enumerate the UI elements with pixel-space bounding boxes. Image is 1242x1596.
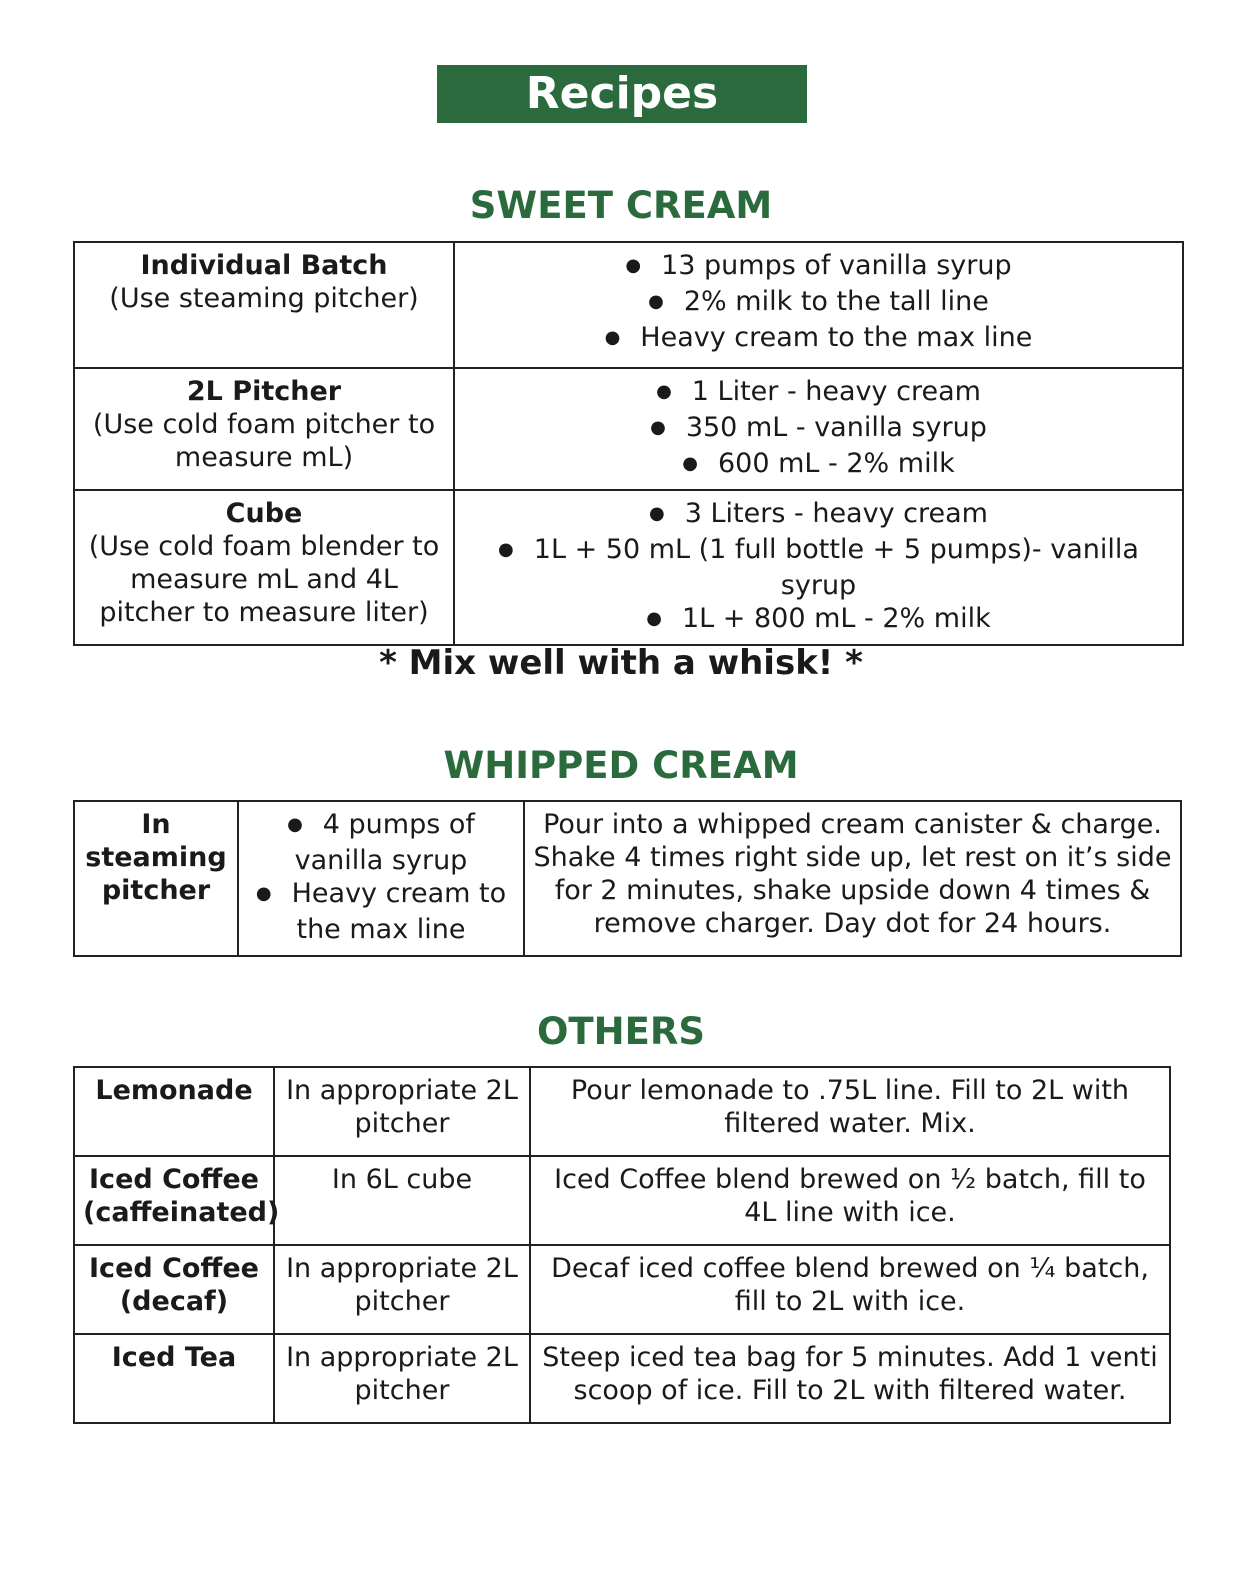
table-row [74, 1245, 1170, 1334]
sweet-cream-table [73, 241, 1184, 646]
drink-instructions: Iced Coffee blend brewed on ½ batch, fill to 4L line with ice. [530, 1156, 1170, 1245]
others-title: OTHERS [536, 1010, 706, 1053]
drink-instructions: Decaf iced coffee blend brewed on ¼ batch, fill to 2L with ice. [530, 1245, 1170, 1334]
list-item: ● 1L + 50 mL (1 full bottle + 5 pumps)- vanilla syrup [463, 533, 1174, 602]
list-item: ● 600 mL - 2% milk [463, 447, 1174, 483]
ingredients-cell [454, 242, 1183, 368]
drink-name: Lemonade [74, 1067, 274, 1156]
table-row [74, 1156, 1170, 1245]
list-item: ● Heavy cream to the max line [463, 321, 1174, 357]
batch-label-cell [74, 368, 454, 490]
drink-container: In appropriate 2L pitcher [274, 1334, 530, 1423]
recipes-banner: Recipes [437, 65, 807, 123]
whipped-cream-title: WHIPPED CREAM [443, 744, 799, 787]
ingredients-cell [454, 368, 1183, 490]
batch-label: Individual Batch [140, 250, 388, 281]
batch-note: (Use steaming pitcher) [109, 283, 419, 314]
others-table [73, 1066, 1171, 1424]
drink-instructions: Pour lemonade to .75L line. Fill to 2L with filtered water. Mix. [530, 1067, 1170, 1156]
list-item: ● 1L + 800 mL - 2% milk [463, 602, 1174, 638]
table-row [74, 1334, 1170, 1423]
drink-name: Iced Coffee (caffeinated) [74, 1156, 274, 1245]
table-row [74, 242, 1183, 368]
ingredients-cell [238, 801, 524, 956]
table-row [74, 1067, 1170, 1156]
batch-label: Cube [225, 498, 303, 529]
ingredients-cell [454, 490, 1183, 645]
batch-note: (Use cold foam blender to measure mL and 4L pitcher to measure liter) [88, 531, 440, 628]
list-item: ● 1 Liter - heavy cream [463, 375, 1174, 411]
drink-instructions: Steep iced tea bag for 5 minutes. Add 1 venti scoop of ice. Fill to 2L with filtered water. [530, 1334, 1170, 1423]
whipped-label: In steaming pitcher [74, 801, 238, 956]
batch-label-cell [74, 242, 454, 368]
batch-label: 2L Pitcher [186, 376, 342, 407]
batch-label-cell [74, 490, 454, 645]
drink-container: In appropriate 2L pitcher [274, 1067, 530, 1156]
list-item: ● 4 pumps of vanilla syrup [247, 808, 515, 877]
whipped-instructions: Pour into a whipped cream canister & charge. Shake 4 times right side up, let rest on it’s side for 2 minutes, shake upside down 4 times & remove charger. Day dot for 24 hours. [524, 801, 1181, 956]
mix-footnote: * Mix well with a whisk! * [379, 643, 863, 683]
batch-note: (Use cold foam pitcher to measure mL) [92, 409, 436, 473]
drink-name: Iced Tea [74, 1334, 274, 1423]
list-item: ● 2% milk to the tall line [463, 285, 1174, 321]
list-item: ● 350 mL - vanilla syrup [463, 411, 1174, 447]
list-item: ● 3 Liters - heavy cream [463, 497, 1174, 533]
list-item: ● 13 pumps of vanilla syrup [463, 249, 1174, 285]
table-row [74, 801, 1181, 956]
table-row [74, 490, 1183, 645]
list-item: ● Heavy cream to the max line [247, 877, 515, 946]
table-row [74, 368, 1183, 490]
whipped-cream-table [73, 800, 1182, 957]
drink-name: Iced Coffee (decaf) [74, 1245, 274, 1334]
drink-container: In 6L cube [274, 1156, 530, 1245]
sweet-cream-title: SWEET CREAM [469, 184, 773, 227]
drink-container: In appropriate 2L pitcher [274, 1245, 530, 1334]
